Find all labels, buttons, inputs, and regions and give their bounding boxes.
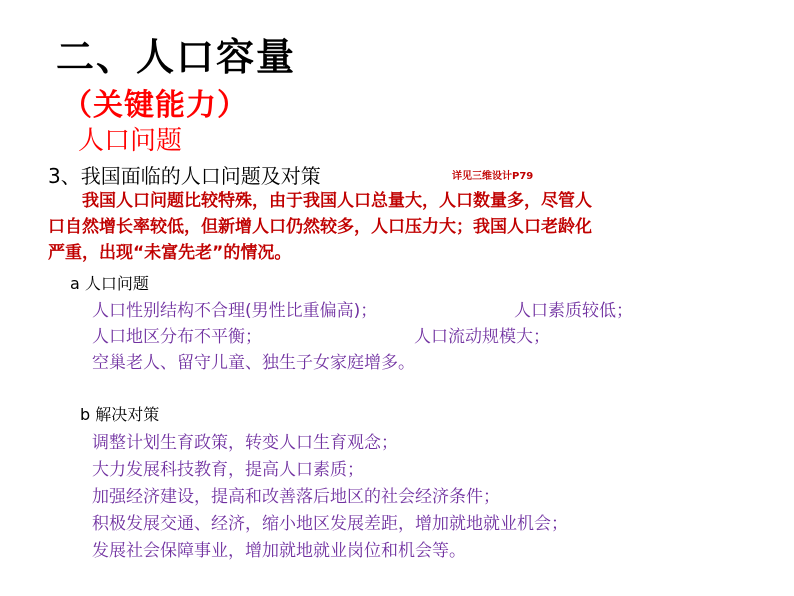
intro-paragraph [48, 188, 778, 266]
solution-item: 大力发展科技教育，提高人口素质； [92, 460, 364, 480]
problem-item: 人口素质较低； [514, 301, 633, 321]
problem-item: 人口地区分布不平衡； [92, 327, 262, 347]
solution-item: 发展社会保障事业，增加就地就业岗位和机会等。 [92, 541, 466, 561]
paragraph-line: 我国人口问题比较特殊，由于我国人口总量大，人口数量多，尽管人 [82, 191, 592, 211]
problem-item: 人口流动规模大； [414, 327, 550, 347]
solution-item: 积极发展交通、经济，缩小地区发展差距，增加就地就业机会； [92, 514, 568, 534]
problems-heading: a 人口问题 [70, 274, 149, 293]
paragraph-line: 严重，出现“未富先老”的情况。 [48, 243, 292, 263]
solutions-heading: b 解决对策 [80, 405, 160, 424]
solution-item: 调整计划生育政策，转变人口生育观念； [92, 433, 398, 453]
topic-heading: 人口问题 [78, 126, 183, 156]
section-heading: 3、我国面临的人口问题及对策 [48, 164, 321, 188]
problem-item: 空巢老人、留守儿童、独生子女家庭增多。 [92, 353, 415, 373]
page-title: 二、人口容量 [56, 34, 297, 79]
page-subtitle: （关键能力） [62, 88, 248, 123]
reference-note: 详见三维设计P79 [452, 171, 534, 182]
paragraph-line: 口自然增长率较低，但新增人口仍然较多，人口压力大；我国人口老龄化 [48, 217, 592, 237]
problem-item: 人口性别结构不合理(男性比重偏高)； [92, 301, 378, 321]
solution-item: 加强经济建设，提高和改善落后地区的社会经济条件； [92, 487, 500, 507]
